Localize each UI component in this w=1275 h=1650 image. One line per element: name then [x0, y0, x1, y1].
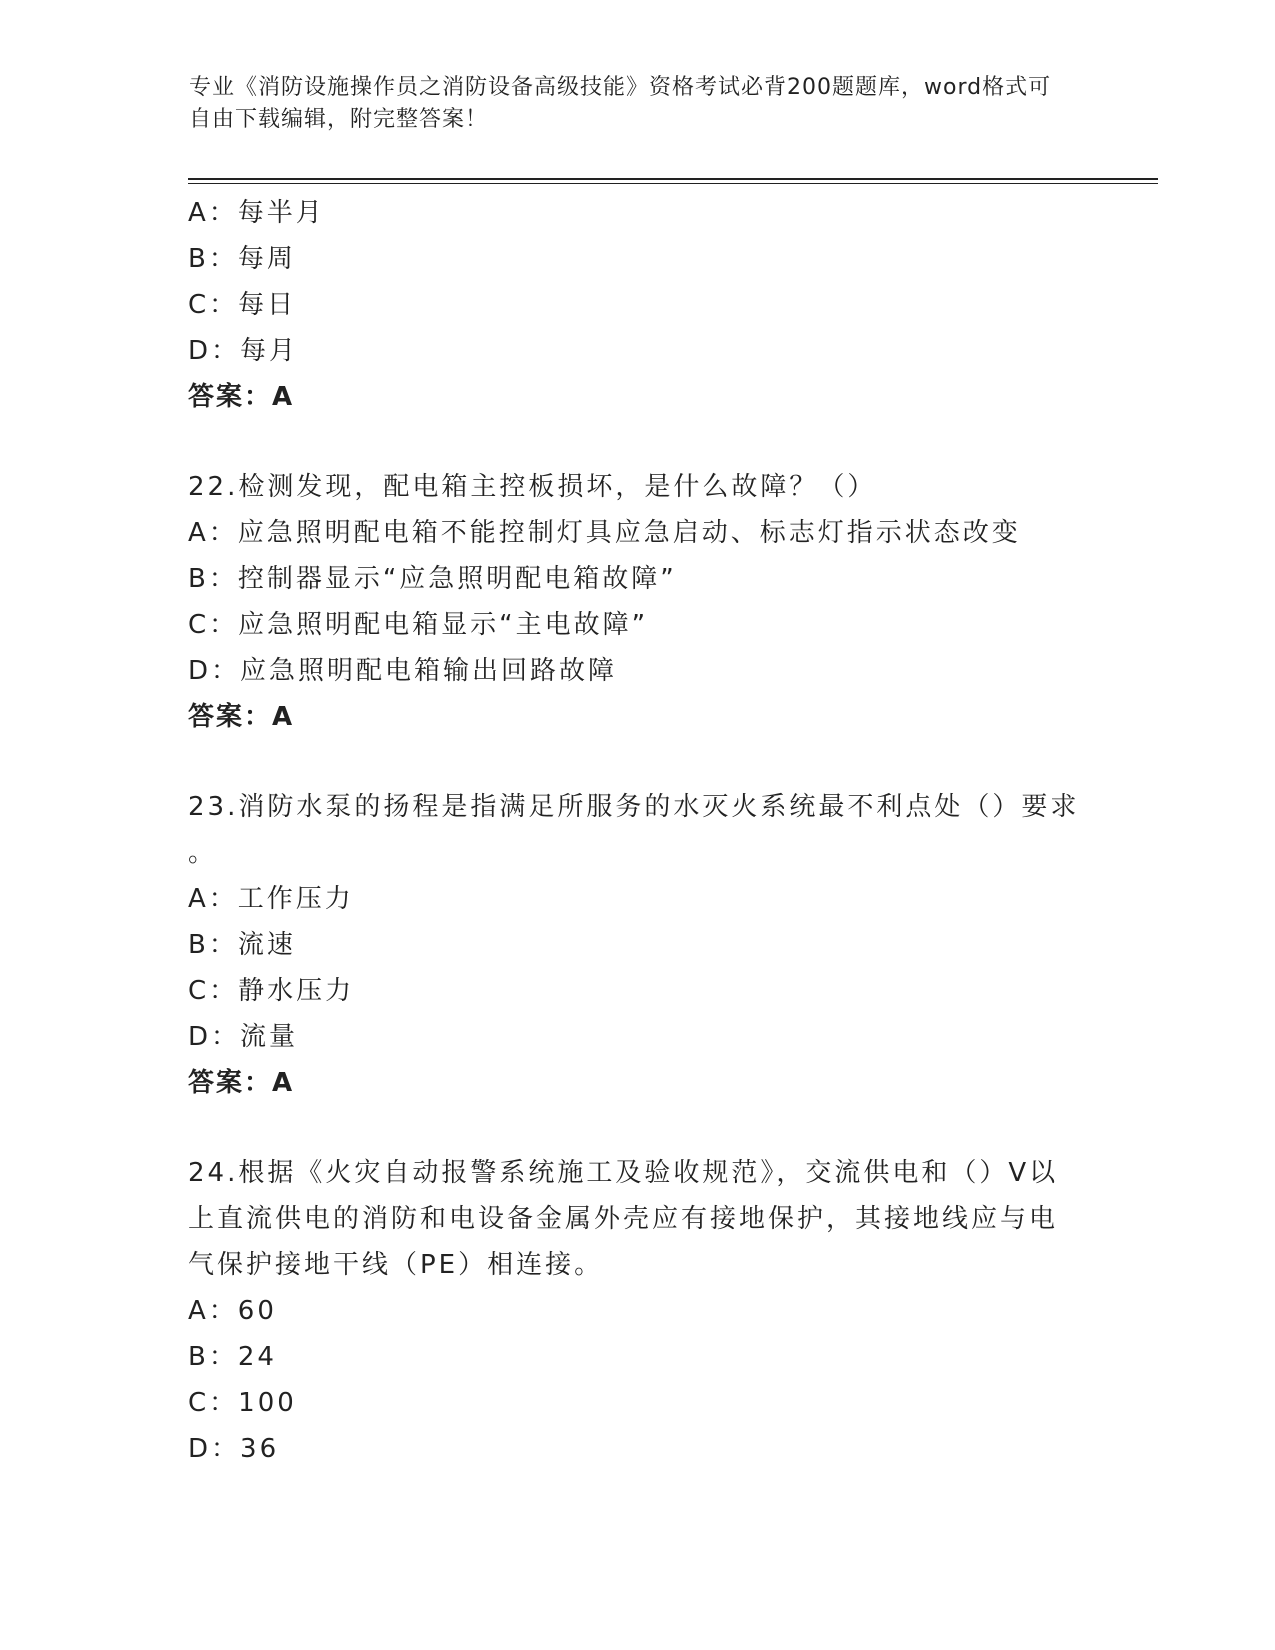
question-text: 22.检测发现，配电箱主控板损坏，是什么故障？（） — [188, 472, 877, 502]
option-c: C：应急照明配电箱显示“主电故障” — [188, 610, 649, 640]
question-text-line-1: 23.消防水泵的扬程是指满足所服务的水灭火系统最不利点处（）要求 — [188, 792, 1080, 822]
question-22 — [188, 464, 1088, 740]
question-text-line-2: 。 — [188, 838, 218, 868]
option-d: D：应急照明配电箱输出回路故障 — [188, 656, 618, 686]
option-d: D：36 — [188, 1434, 280, 1464]
header-rule-thin — [188, 183, 1158, 184]
question-text-line-2: 上直流供电的消防和电设备金属外壳应有接地保护，其接地线应与电 — [188, 1204, 1059, 1234]
option-d: D：每月 — [188, 336, 299, 366]
answer: 答案：A — [188, 702, 295, 732]
option-b: B：控制器显示“应急照明配电箱故障” — [188, 564, 677, 594]
option-d: D：流量 — [188, 1022, 299, 1052]
option-a: A：工作压力 — [188, 884, 354, 914]
option-a: A：每半月 — [188, 198, 325, 228]
option-a: A：60 — [188, 1296, 277, 1326]
question-23 — [188, 784, 1088, 1106]
option-c: C：静水压力 — [188, 976, 355, 1006]
option-b: B：24 — [188, 1342, 277, 1372]
option-b: B：每周 — [188, 244, 296, 274]
option-b: B：流速 — [188, 930, 296, 960]
question-text-line-3: 气保护接地干线（PE）相连接。 — [188, 1250, 604, 1280]
document-header: 专业《消防设施操作员之消防设备高级技能》资格考试必背200题题库，word格式可自由下载编辑，附完整答案！ — [189, 75, 1052, 132]
option-c: C：每日 — [188, 290, 297, 320]
header-rule-thick — [188, 178, 1158, 180]
question-21 — [188, 190, 1088, 420]
answer: 答案：A — [188, 382, 295, 412]
question-24 — [188, 1150, 1088, 1472]
option-c: C：100 — [188, 1388, 297, 1418]
question-list — [188, 190, 1088, 1472]
question-text-line-1: 24.根据《火灾自动报警系统施工及验收规范》，交流供电和（）V以 — [188, 1158, 1059, 1188]
answer: 答案：A — [188, 1068, 295, 1098]
option-a: A：应急照明配电箱不能控制灯具应急启动、标志灯指示状态改变 — [188, 518, 1021, 548]
